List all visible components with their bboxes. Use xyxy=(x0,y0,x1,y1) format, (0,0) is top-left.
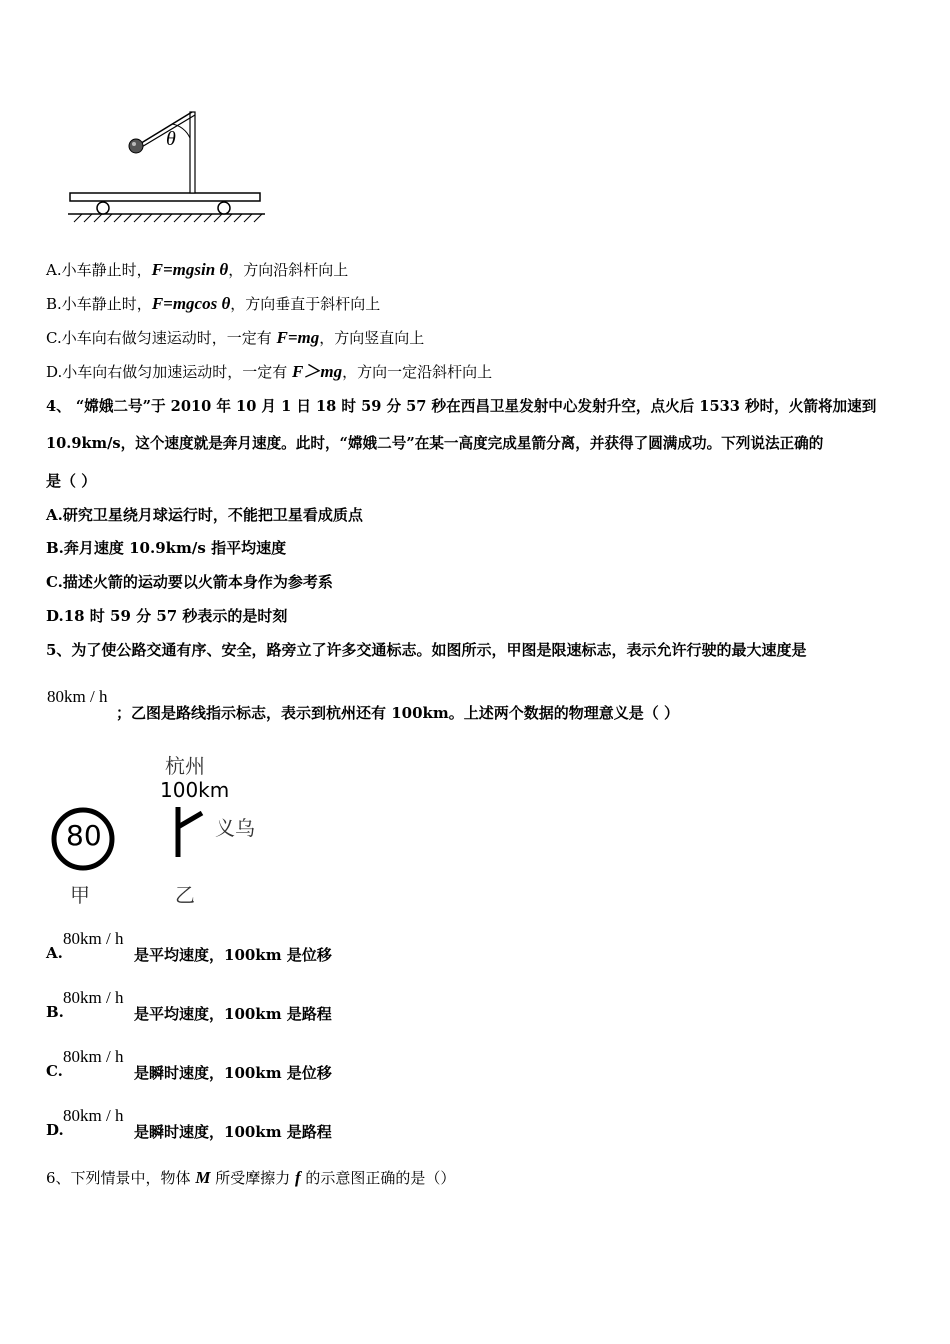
q4-stem-line-2: 10.9km/s，这个速度就是奔月速度。此时，“嫦娥二号”在某一高度完成星箭分离，并获得了圆满成功。下列说法正确的 xyxy=(46,435,824,452)
route-arrow xyxy=(170,805,210,860)
option-formula: 80km / h xyxy=(63,988,124,1007)
option-letter: C. xyxy=(46,1062,63,1080)
cart-rod-figure xyxy=(60,100,280,230)
option-formula: F=mgcos θ xyxy=(151,294,231,313)
q4-option-c: C.描述火箭的运动要以火箭本身作为参考系 xyxy=(46,573,333,591)
q3-option-a xyxy=(46,260,348,280)
q4-option-a: A.研究卫星绕月球运行时，不能把卫星看成质点 xyxy=(46,506,363,524)
option-text: 小车静止时， xyxy=(61,261,152,279)
option-letter: C. xyxy=(46,329,62,347)
option-formula: 80km / h xyxy=(63,929,124,948)
theta-label: θ xyxy=(166,128,176,150)
q4-option-d: D.18 时 59 分 57 秒表示的是时刻 xyxy=(46,607,288,625)
q3-option-b xyxy=(46,294,380,314)
option-text: 小车静止时， xyxy=(61,295,152,313)
q4-stem-line-1: 4、 “嫦娥二号”于 2010 年 10 月 1 日 18 时 59 分 57 秒在西昌卫星发射中心发射升空，点火后 1533 秒时，火箭将加速到 xyxy=(46,398,877,415)
option-letter: B. xyxy=(46,295,62,313)
option-text: ，方向竖直向上 xyxy=(319,329,425,347)
q3-option-d xyxy=(46,362,492,382)
option-letter: A. xyxy=(46,261,62,279)
q6-text: 所受摩擦力 xyxy=(210,1169,295,1187)
route-label-yi: 乙 xyxy=(175,883,195,907)
route-branch-city: 义乌 xyxy=(215,816,255,840)
option-text: ，方向沿斜杆向上 xyxy=(228,261,349,279)
option-formula: 80km / h xyxy=(63,1047,124,1066)
q6-symbol-m: M xyxy=(195,1168,211,1187)
option-letter: A. xyxy=(46,944,63,962)
option-text: 是瞬时速度，100km 是路程 xyxy=(134,1123,332,1141)
option-letter: D. xyxy=(46,363,63,381)
q6-stem xyxy=(46,1168,455,1188)
route-dest-city: 杭州 xyxy=(165,754,205,778)
option-letter: D. xyxy=(46,1121,64,1139)
q6-text: 的示意图正确的是（） xyxy=(300,1169,456,1187)
option-text: ，方向一定沿斜杆向上 xyxy=(342,363,493,381)
option-text: 小车向右做匀速运动时，一定有 xyxy=(61,329,277,347)
q4-option-b: B.奔月速度 10.9km/s 指平均速度 xyxy=(46,539,287,557)
q5-speed-formula: 80km / h xyxy=(47,687,108,706)
q5-stem-line-2: ；乙图是路线指示标志，表示到杭州还有 100km。上述两个数据的物理意义是（ ） xyxy=(116,704,680,722)
q6-text: 6、下列情景中，物体 xyxy=(46,1169,196,1187)
option-text: 是平均速度，100km 是位移 xyxy=(134,946,332,964)
option-text: 是瞬时速度，100km 是位移 xyxy=(134,1064,332,1082)
q4-stem-line-3: 是（ ） xyxy=(46,472,97,490)
option-text: 小车向右做匀加速运动时，一定有 xyxy=(62,363,293,381)
option-text: 是平均速度，100km 是路程 xyxy=(134,1005,332,1023)
q6-symbol-f: f xyxy=(294,1168,301,1187)
q5-stem-line-1: 5、为了使公路交通有序、安全，路旁立了许多交通标志。如图所示，甲图是限速标志，表示允许行驶的最大速度是 xyxy=(46,641,807,659)
option-letter: B. xyxy=(46,1003,64,1021)
sign-label-jia: 甲 xyxy=(70,883,90,907)
option-formula: 80km / h xyxy=(63,1106,124,1125)
option-text: ，方向垂直于斜杆向上 xyxy=(230,295,381,313)
q3-option-c xyxy=(46,328,424,348)
option-formula: F＞mg xyxy=(292,362,343,381)
option-formula: F=mgsin θ xyxy=(151,260,229,279)
option-formula: F=mg xyxy=(276,328,320,347)
route-dest-distance: 100km xyxy=(160,778,230,802)
speed-limit-number: 80 xyxy=(66,819,102,852)
